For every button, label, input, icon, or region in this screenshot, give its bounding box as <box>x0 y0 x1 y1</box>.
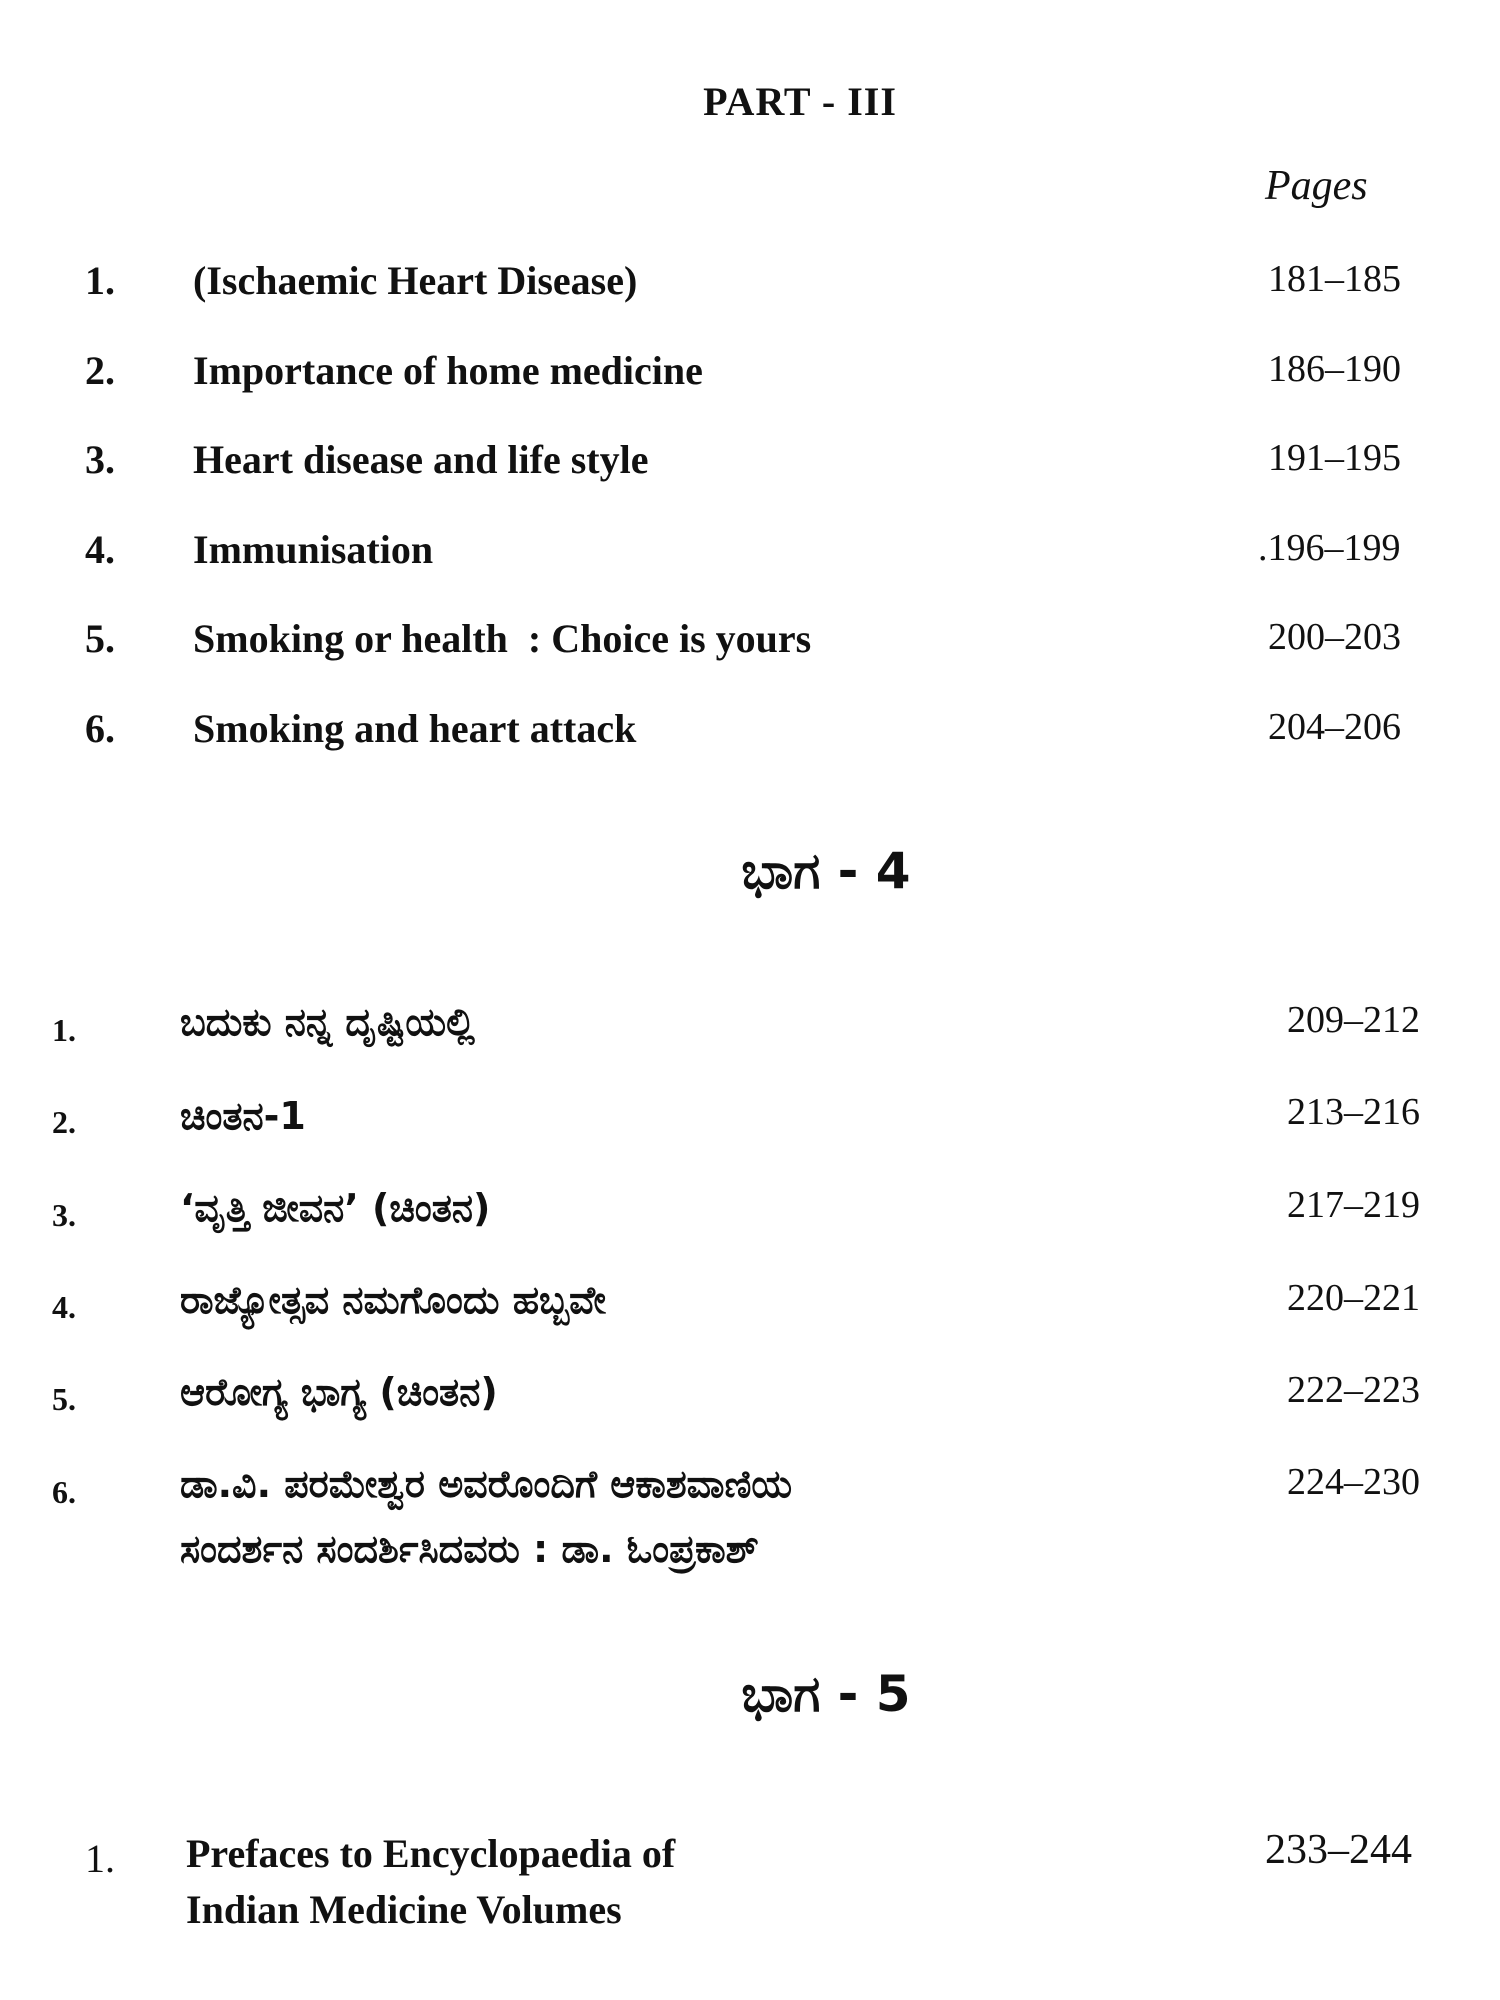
entry-number: 4. <box>85 527 115 572</box>
entry-pages: 224–230 <box>1287 1461 1420 1503</box>
part-3-heading: PART - III <box>703 79 897 124</box>
entry-title: ಆರೋಗ್ಯ ಭಾಗ್ಯ (ಚಿಂತನ) <box>180 1370 498 1414</box>
entry-number: 1. <box>52 1012 76 1048</box>
entry-number: 6. <box>52 1474 76 1510</box>
entry-number: 5. <box>85 616 115 661</box>
entry-number: 4. <box>52 1289 76 1325</box>
entry-pages: 217–219 <box>1287 1184 1420 1226</box>
entry-title-line-2: ಸಂದರ್ಶನ ಸಂದರ್ಶಿಸಿದವರು : ಡಾ. ಓಂಪ್ರಕಾಶ್ <box>180 1527 759 1571</box>
entry-title: Immunisation <box>193 527 434 572</box>
entry-title: Heart disease and life style <box>193 437 649 482</box>
entry-number: 6. <box>85 706 115 751</box>
entry-pages: 200–203 <box>1268 616 1401 658</box>
entry-title: ಚಿಂತನ-1 <box>180 1094 306 1138</box>
entry-title: Prefaces to Encyclopaedia of <box>186 1831 676 1876</box>
entry-pages: 191–195 <box>1268 437 1401 479</box>
entry-title: Importance of home medicine <box>193 348 703 393</box>
entry-title-line-2: Indian Medicine Volumes <box>186 1887 622 1932</box>
entry-pages: 186–190 <box>1268 348 1401 390</box>
entry-title: Smoking and heart attack <box>193 706 637 751</box>
entry-number: 2. <box>85 348 115 393</box>
part-4-heading: ಭಾಗ - 4 <box>741 842 911 900</box>
entry-number: 3. <box>85 437 115 482</box>
entry-pages: 222–223 <box>1287 1369 1420 1411</box>
entry-number: 3. <box>52 1197 76 1233</box>
entry-pages: 233–244 <box>1265 1827 1412 1873</box>
entry-number: 1. <box>85 258 115 303</box>
entry-pages: 181–185 <box>1268 258 1401 300</box>
entry-title: (Ischaemic Heart Disease) <box>193 258 638 303</box>
pages-column-label: Pages <box>1265 163 1368 209</box>
entry-pages: 213–216 <box>1287 1091 1420 1133</box>
entry-title: ಬದುಕು ನನ್ನ ದೃಷ್ಟಿಯಲ್ಲಿ <box>180 1000 475 1044</box>
entry-number: 1. <box>85 1836 115 1881</box>
entry-pages: .196–199 <box>1258 527 1401 569</box>
entry-title: ರಾಜ್ಯೋತ್ಸವ ನಮಗೊಂದು ಹಬ್ಬವೇ <box>180 1278 606 1322</box>
part-5-heading: ಭಾಗ - 5 <box>741 1665 911 1723</box>
entry-pages: 220–221 <box>1287 1277 1420 1319</box>
entry-title: ‘ವೃತ್ತಿ ಜೀವನ’ (ಚಿಂತನ) <box>180 1186 491 1230</box>
entry-title: ಡಾ.ವಿ. ಪರಮೇಶ್ವರ ಅವರೊಂದಿಗೆ ಆಕಾಶವಾಣಿಯ <box>180 1462 793 1506</box>
entry-number: 2. <box>52 1104 76 1140</box>
entry-pages: 204–206 <box>1268 706 1401 748</box>
entry-title: Smoking or health : Choice is yours <box>193 616 812 661</box>
entry-number: 5. <box>52 1381 76 1417</box>
entry-pages: 209–212 <box>1287 999 1420 1041</box>
